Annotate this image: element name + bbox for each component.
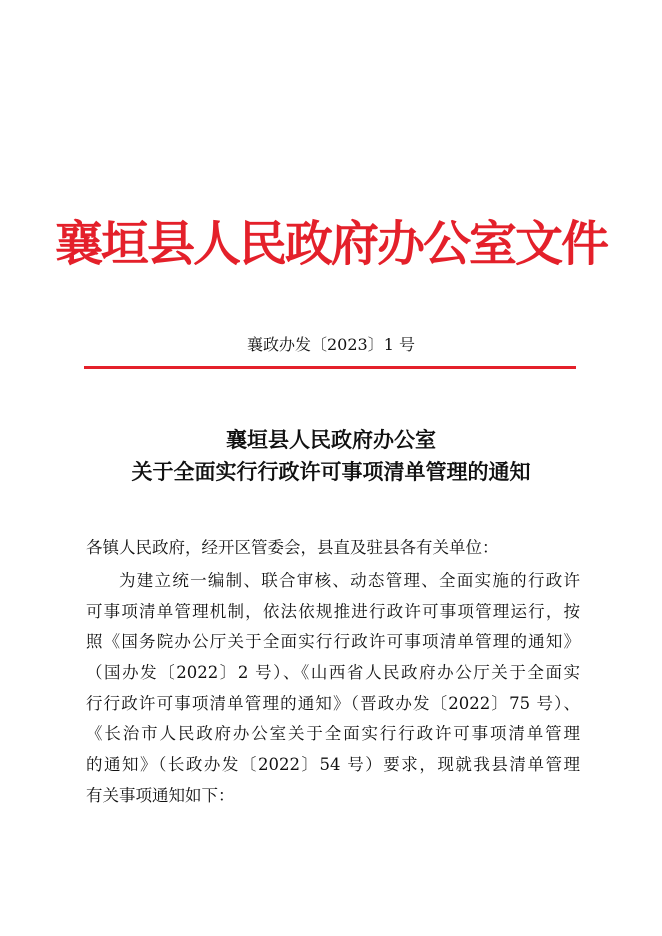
body-paragraph	[86, 566, 580, 812]
document-number: 襄政办发〔2023〕1 号	[247, 335, 415, 354]
red-separator-line	[84, 366, 576, 369]
recipient-line: 各镇人民政府，经开区管委会，县直及驻县各有关单位：	[86, 538, 499, 557]
body-line: 的通知》（长政办发〔2022〕54 号）要求，现就我县清单管理	[86, 755, 580, 775]
document-title-line-2: 关于全面实行行政许可事项清单管理的通知	[131, 459, 531, 484]
body-line: 行行政许可事项清单管理的通知》（晋政办发〔2022〕75 号）、	[86, 693, 580, 713]
document-title-line-1: 襄垣县人民政府办公室	[226, 427, 436, 452]
body-line: 《长治市人民政府办公室关于全面实行行政许可事项清单管理	[86, 724, 580, 744]
body-line: 有关事项通知如下：	[86, 785, 235, 805]
document-title	[0, 424, 662, 488]
body-line: 可事项清单管理机制，依法依规推进行政许可事项管理运行，按	[86, 601, 580, 621]
body-line: 为建立统一编制、联合审核、动态管理、全面实施的行政许	[119, 571, 580, 590]
body-line: 照《国务院办公厅关于全面实行行政许可事项清单管理的通知》	[86, 632, 580, 652]
issuing-office-header: 襄垣县人民政府办公室文件	[54, 216, 607, 272]
body-line: （国办发〔2022〕2 号）、《山西省人民政府办公厅关于全面实	[86, 663, 580, 683]
